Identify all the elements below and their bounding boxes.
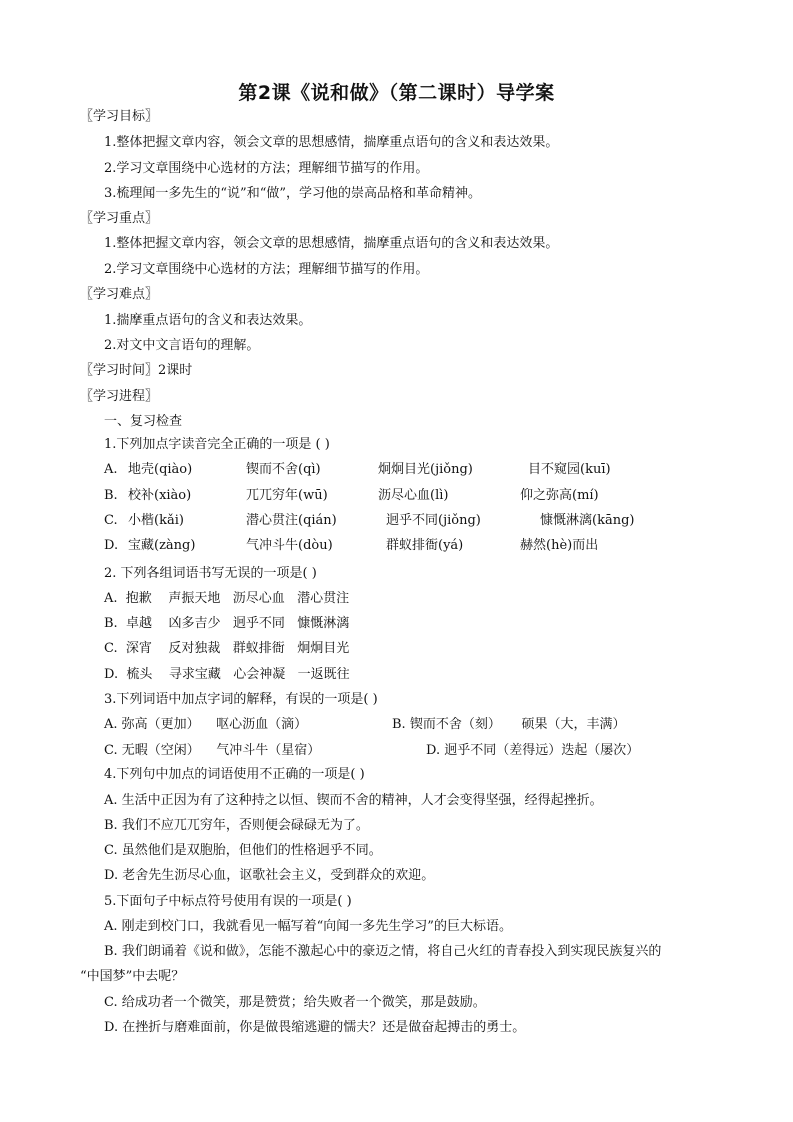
option-item: 目不窥园(kuī) [528, 462, 611, 477]
time-line [80, 362, 192, 380]
option-item: 炯炯目光(jiǒng) [378, 462, 473, 477]
difficulty-item: 1.揣摩重点语句的含义和表达效果。 [104, 313, 312, 328]
q4-option-b: B. 我们不应兀兀穷年，否则便会碌碌无为了。 [104, 818, 369, 833]
option-item: 兀兀穷年(wū) [246, 488, 328, 503]
goal-item: 1.整体把握文章内容，领会文章的思想感情，揣摩重点语句的含义和表达效果。 [104, 135, 559, 150]
q3-option: D. 迥乎不同（差得远）迭起（屡次） [426, 743, 640, 758]
option-item: 地壳(qiào) [128, 462, 193, 477]
key-point-item: 2.学习文章围绕中心选材的方法；理解细节描写的作用。 [104, 262, 429, 277]
option-letter: A. [104, 462, 118, 477]
q5-option-a: A. 刚走到校门口，我就看见一幅写着“向闻一多先生学习”的巨大标语。 [104, 919, 512, 934]
option-letter: D. [104, 538, 119, 553]
option-item: 潜心贯注(qián) [246, 513, 337, 528]
q5-option-b-continued: “中国梦”中去呢？ [80, 969, 185, 984]
q2-option-b: B. 卓越 凶多吉少 迥乎不同 慷慨淋漓 [104, 616, 350, 631]
goal-item: 2.学习文章围绕中心选材的方法；理解细节描写的作用。 [104, 161, 429, 176]
q3-option: A. 弥高（更加） 呕心沥血（滴） [104, 717, 308, 732]
option-item: 小楷(kǎi) [128, 513, 184, 528]
option-item: 迥乎不同(jiǒng) [386, 513, 481, 528]
option-item: 宝藏(zàng) [128, 538, 196, 553]
option-letter: B. [104, 488, 118, 503]
key-point-item: 1.整体把握文章内容，领会文章的思想感情，揣摩重点语句的含义和表达效果。 [104, 236, 559, 251]
process-heading: 〖学习进程〗 [80, 389, 159, 404]
q4-option-a: A. 生活中正因为有了这种持之以恒、锲而不舍的精神，人才会变得坚强，经得起挫折。 [104, 793, 603, 808]
option-item: 赫然(hè)而出 [520, 538, 599, 553]
time-value: 2课时 [158, 363, 193, 378]
option-item: 校补(xiào) [128, 488, 192, 503]
option-item: 仰之弥高(mí) [520, 488, 599, 503]
q4-option-c: C. 虽然他们是双胞胎，但他们的性格迥乎不同。 [104, 843, 382, 858]
q4-stem: 4.下列句中加点的词语使用不正确的一项是( ) [104, 767, 365, 782]
q3-option: C. 无暇（空闲） 气冲斗牛（星宿） [104, 743, 321, 758]
goals-heading: 〖学习目标〗 [80, 109, 159, 124]
key-points-heading: 〖学习重点〗 [80, 211, 159, 226]
time-heading: 〖学习时间〗 [80, 363, 159, 378]
q5-option-c: C. 给成功者一个微笑，那是赞赏；给失败者一个微笑，那是鼓励。 [104, 995, 486, 1010]
difficulties-heading: 〖学习难点〗 [80, 287, 159, 302]
q4-option-d: D. 老舍先生沥尽心血，讴歌社会主义，受到群众的欢迎。 [104, 868, 435, 883]
option-item: 群蚁排衙(yá) [386, 538, 464, 553]
difficulty-item: 2.对文中文言语句的理解。 [104, 338, 260, 353]
option-item: 慷慨淋漓(kāng) [540, 513, 635, 528]
q2-option-d: D. 梳头 寻求宝藏 心会神凝 一返既往 [104, 667, 350, 682]
q5-option-d: D. 在挫折与磨难面前，你是做畏缩逃避的懦夫？还是做奋起搏击的勇士。 [104, 1020, 526, 1035]
q5-option-b: B. 我们朗诵着《说和做》，怎能不激起心中的豪迈之情，将自己火红的青春投入到实现民族复兴的 [104, 944, 662, 959]
q3-stem: 3.下列词语中加点字词的解释，有误的一项是( ) [104, 692, 378, 707]
q2-stem: 2. 下列各组词语书写无误的一项是( ) [104, 566, 317, 581]
option-letter: C. [104, 513, 118, 528]
option-item: 沥尽心血(lì) [378, 488, 449, 503]
q1-stem: 1.下列加点字读音完全正确的一项是 ( ) [104, 437, 330, 452]
q2-option-c: C. 深宵 反对独裁 群蚁排衙 炯炯目光 [104, 641, 350, 656]
option-item: 气冲斗牛(dòu) [246, 538, 333, 553]
page-title: 第2课《说和做》（第二课时）导学案 [238, 82, 555, 104]
q3-option: B. 锲而不舍（刻） 硕果（大，丰满） [392, 717, 626, 732]
goal-item: 3.梳理闻一多先生的“说”和“做”，学习他的崇高品格和革命精神。 [104, 186, 481, 201]
option-item: 锲而不舍(qì) [246, 462, 321, 477]
q5-stem: 5.下面句子中标点符号使用有误的一项是( ) [104, 894, 352, 909]
q2-option-a: A. 抱歉 声振天地 沥尽心血 潜心贯注 [104, 591, 350, 606]
section-heading: 一、复习检查 [104, 414, 183, 429]
